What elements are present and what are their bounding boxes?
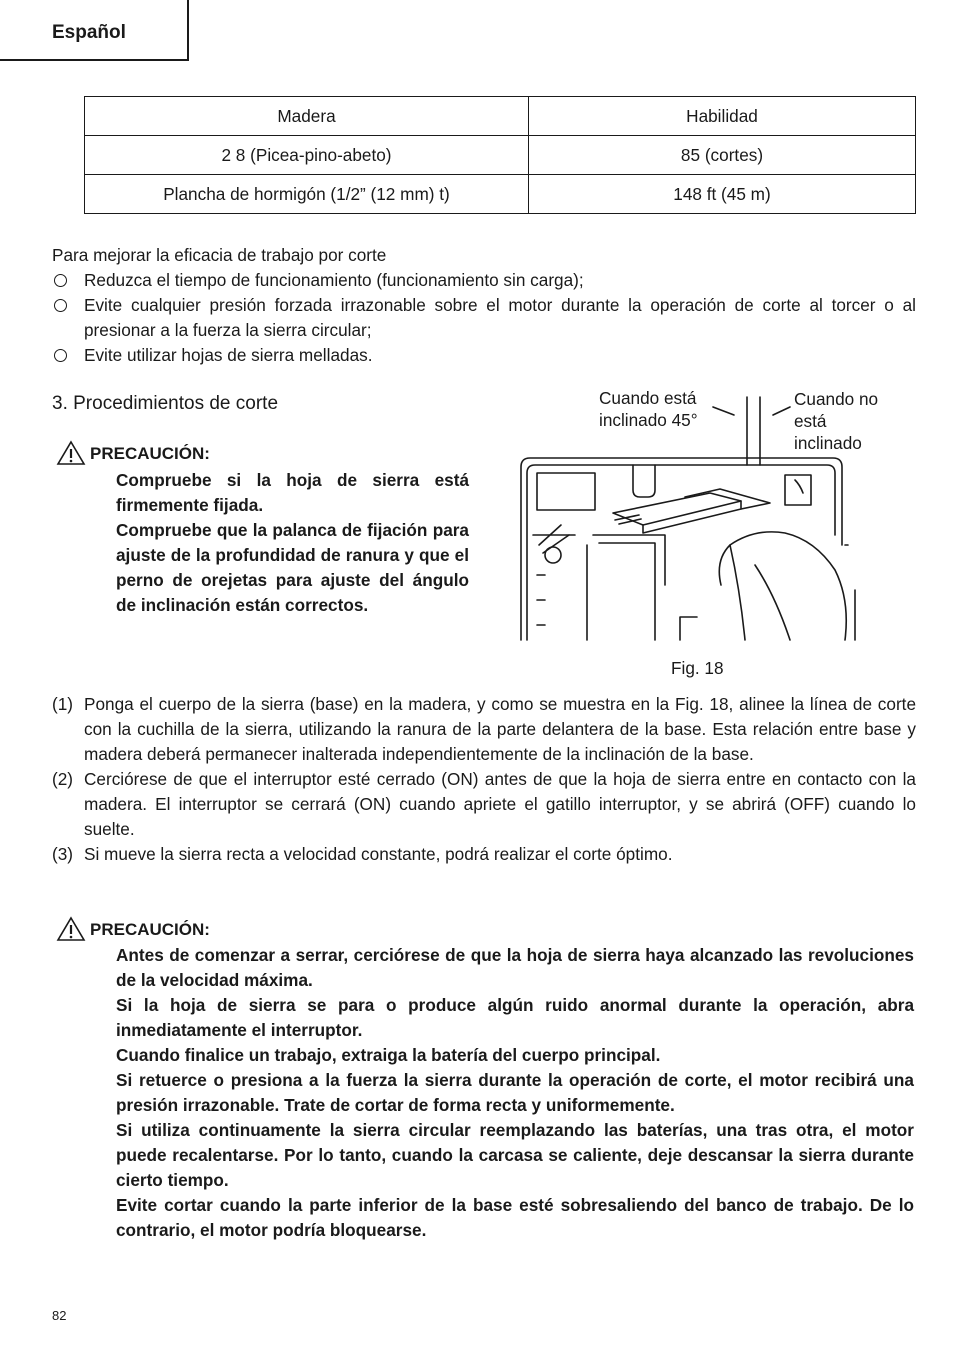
language-label: Español — [52, 22, 126, 43]
caution-title — [56, 440, 210, 466]
list-item — [52, 692, 916, 767]
section-heading: 3. Procedimientos de corte — [52, 393, 279, 414]
table-row — [85, 136, 916, 175]
caution-paragraph: Cuando finalice un trabajo, extraiga la batería del cuerpo principal. — [116, 1045, 661, 1065]
caution-paragraph: Compruebe que la palanca de fijación para ajuste de la profundidad de ranura y que el perno de orejetas para ajuste del ángulo de inclinación están correctos. — [116, 520, 469, 615]
caution-body — [116, 468, 469, 618]
caution-paragraph: Antes de comenzar a serrar, cerciórese de que la hoja de sierra haya alcanzado las revoluciones de la velocidad máxima. — [116, 945, 914, 990]
caution-paragraph: Compruebe si la hoja de sierra está firmemente fijada. — [116, 470, 469, 515]
efficiency-list — [52, 268, 916, 368]
list-item — [52, 268, 916, 293]
table-row — [85, 175, 916, 214]
caution-title — [56, 916, 210, 942]
table-cell: 85 (cortes) — [529, 136, 916, 175]
caution-paragraph: Si la hoja de sierra se para o produce algún ruido anormal durante la operación, abra inmediatamente el interruptor. — [116, 995, 914, 1040]
page-number: 82 — [52, 1308, 67, 1323]
figure-18 — [515, 385, 915, 685]
list-item — [52, 293, 916, 343]
table-header-cell: Madera — [85, 97, 529, 136]
step-text: Ponga el cuerpo de la sierra (base) en la madera, y como se muestra en la Fig. 18, alinee la línea de corte con la cuchilla de la sierra, utilizando la ranura de la parte delantera de la base. Esta relación entre base y madera deberá permanecer inalterada independientemente de la inclinación de la base. — [84, 694, 916, 764]
table-header-cell: Habilidad — [529, 97, 916, 136]
caution-paragraph: Evite cortar cuando la parte inferior de la base esté sobresaliendo del banco de trabajo. De lo contrario, el motor podría bloquearse. — [116, 1195, 914, 1240]
language-tab — [0, 0, 189, 61]
figure-label-line: Cuando no — [794, 389, 879, 409]
list-item — [52, 842, 916, 867]
caution-body — [116, 943, 914, 1243]
saw-base-illustration — [515, 385, 915, 645]
table-cell: Plancha de hormigón (1/2” (12 mm) t) — [85, 175, 529, 214]
warning-triangle-icon — [56, 440, 86, 466]
warning-triangle-icon — [56, 916, 86, 942]
efficiency-intro: Para mejorar la eficacia de trabajo por corte — [52, 245, 387, 265]
capacity-table — [84, 96, 916, 214]
table-cell: 148 ft (45 m) — [529, 175, 916, 214]
step-text: Si mueve la sierra recta a velocidad constante, podrá realizar el corte óptimo. — [84, 844, 673, 864]
figure-label-line: inclinado — [794, 433, 862, 453]
step-number: (3) — [52, 844, 74, 864]
step-text: Cerciórese de que el interruptor esté cerrado (ON) antes de que la hoja de sierra entre en contacto con la madera. El interruptor se cerrará (ON) cuando apriete el gatillo interruptor, y se abrirá (OFF) cuando lo suelte. — [84, 769, 916, 839]
list-item — [52, 767, 916, 842]
table-cell: 2 8 (Picea-pino-abeto) — [85, 136, 529, 175]
circle-bullet-icon — [54, 299, 67, 312]
circle-bullet-icon — [54, 349, 67, 362]
list-item — [52, 343, 916, 368]
steps-list — [52, 692, 916, 867]
caution-title-text: PRECAUCIÓN: — [90, 443, 210, 463]
figure-label-line: inclinado 45° — [599, 410, 698, 430]
caution-paragraph: Si retuerce o presiona a la fuerza la sierra durante la operación de corte, el motor recibirá una presión irrazonable. Trate de cortar de forma recta y uniformemente. — [116, 1070, 914, 1115]
step-number: (1) — [52, 694, 74, 714]
step-number: (2) — [52, 769, 74, 789]
circle-bullet-icon — [54, 274, 67, 287]
caution-title-text: PRECAUCIÓN: — [90, 919, 210, 939]
table-header-row — [85, 97, 916, 136]
figure-caption: Fig. 18 — [671, 658, 724, 678]
caution-paragraph: Si utiliza continuamente la sierra circular reemplazando las baterías, una tras otra, el motor puede recalentarse. Por lo tanto, cuando la carcasa se caliente, deje descansar la sierra durante cierto tiempo. — [116, 1120, 914, 1190]
figure-label-line: está — [794, 411, 827, 431]
figure-label-line: Cuando está — [599, 388, 697, 408]
list-item-text: Evite utilizar hojas de sierra melladas. — [84, 345, 373, 365]
list-item-text: Reduzca el tiempo de funcionamiento (funcionamiento sin carga); — [84, 270, 584, 290]
list-item-text: Evite cualquier presión forzada irrazonable sobre el motor durante la operación de corte al torcer o al presionar a la fuerza la sierra circular; — [84, 295, 916, 340]
